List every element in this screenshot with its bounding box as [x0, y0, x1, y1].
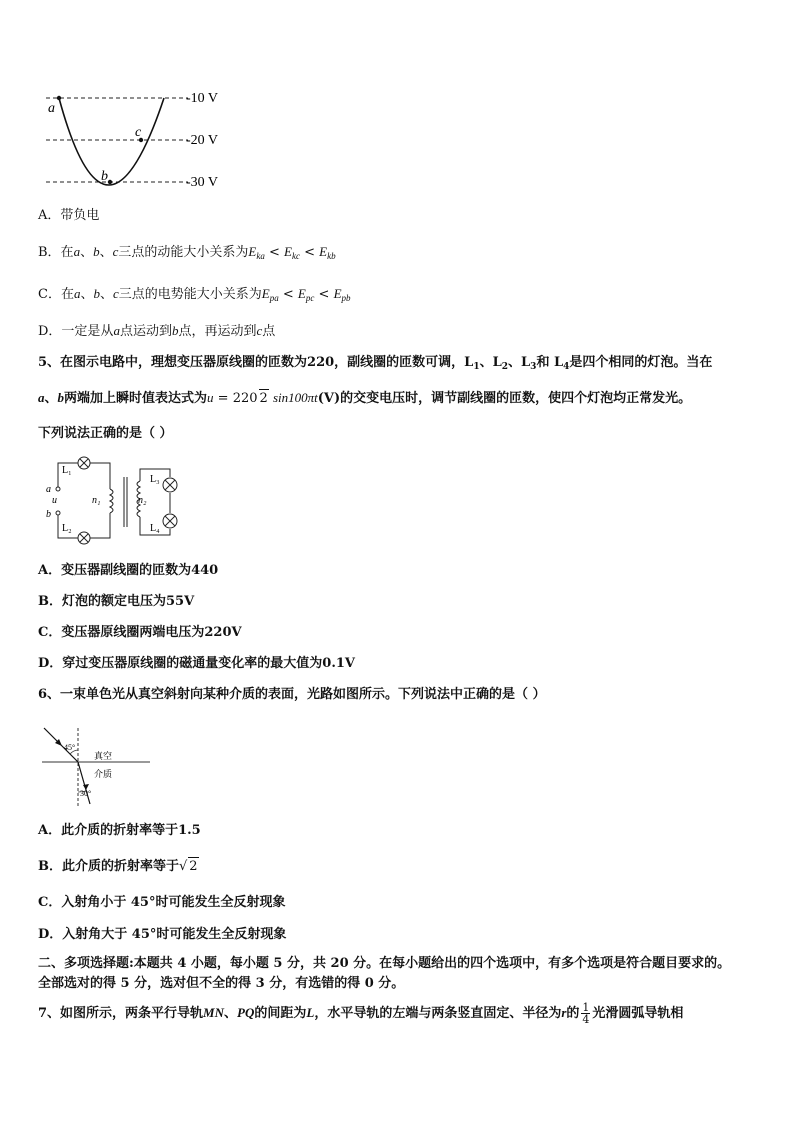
- q5-option-d: D．穿过变压器原线圈的磁通量变化率的最大值为0.1V: [38, 656, 355, 671]
- angle-30-label: 30°: [80, 789, 92, 798]
- q5-stem-line3: 下列说法正确的是（ ）: [38, 426, 173, 441]
- label-l2: L₂: [62, 523, 72, 534]
- q4-option-c: C．在a、b、c三点的电势能大小关系为$E_{pa} < E_{pc} < E_{pb}$: [38, 286, 351, 303]
- label-b: b: [101, 169, 108, 184]
- q6-stem: 6、一束单色光从真空斜射向某种介质的表面，光路如图所示。下列说法中正确的是（ ）: [38, 687, 546, 702]
- q6-option-a: A．此介质的折射率等于1.5: [38, 823, 201, 838]
- transformer-circuit-figure: [38, 455, 188, 547]
- q5-stem-line2: a、b两端加上瞬时值表达式为u = 220 2 sin100πt(V)的交变电压时，调节副线圈的匝数，使四个灯泡均正常发光。: [38, 390, 692, 406]
- refraction-figure: [38, 722, 158, 812]
- q6-option-c: C．入射角小于 45°时可能发生全反射现象: [38, 895, 286, 910]
- q6-option-b: B．此介质的折射率等于√ 2: [38, 859, 198, 874]
- q5-option-a: A．变压器副线圈的匝数为440: [38, 563, 219, 578]
- label-a: a: [46, 484, 51, 495]
- label-n1: n₁: [92, 495, 101, 506]
- label-l3: L₃: [150, 474, 160, 485]
- q4-option-b: B．在a、b、c三点的动能大小关系为$E_{ka} < E_{kc} < E_{kb}$: [38, 244, 336, 261]
- label-c: c: [135, 125, 142, 140]
- label-l1: L₁: [62, 465, 72, 476]
- section2-header-line2: 全部选对的得 5 分，选对但不全的得 3 分，有选错的得 0 分。: [38, 976, 405, 991]
- vacuum-label: 真空: [94, 751, 113, 761]
- point-b-dot: [108, 180, 112, 184]
- q4-option-a: A．带负电: [38, 208, 100, 223]
- label-30v: -30 V: [186, 175, 219, 190]
- point-a-dot: [57, 96, 61, 100]
- medium-label: 介质: [94, 769, 113, 779]
- lamp-l1-icon: [78, 457, 90, 469]
- wire: [94, 463, 110, 489]
- section2-header-line1: 二、多项选择题:本题共 4 小题，每小题 5 分，共 20 分。在每小题给出的四个选项中，有多个选项是符合题目要求的。: [38, 956, 731, 971]
- label-u: u: [52, 495, 57, 506]
- label-20v: -20 V: [186, 133, 219, 148]
- wire: [94, 513, 110, 538]
- q6-option-d: D．入射角大于 45°时可能发生全反射现象: [38, 927, 287, 942]
- trajectory-curve: [59, 98, 164, 185]
- lamp-l3-icon: [163, 478, 177, 492]
- lamp-l4-icon: [163, 514, 177, 528]
- terminal-b: [56, 511, 60, 515]
- q4-option-d: D．一定是从a点运动到b点，再运动到c点: [38, 323, 276, 339]
- label-a: a: [48, 101, 55, 116]
- q5-stem-line1: 5、在图示电路中，理想变压器原线圈的匝数为220，副线圈的匝数可调，$L_1$、$L_2$、$L_3$和 $L_4$是四个相同的灯泡。当在: [38, 355, 713, 372]
- label-b: b: [46, 509, 51, 520]
- angle-45-label: 45°: [64, 743, 76, 752]
- equipotential-figure: [38, 82, 238, 194]
- label-10v: -10 V: [186, 91, 219, 106]
- primary-coil: [110, 489, 113, 513]
- q5-option-b: B．灯泡的额定电压为55V: [38, 594, 195, 609]
- label-l4: L₄: [150, 523, 160, 534]
- lamp-l2-icon: [78, 532, 90, 544]
- terminal-a: [56, 487, 60, 491]
- label-n2: n₂: [138, 495, 147, 506]
- q5-option-c: C．变压器原线圈两端电压为220V: [38, 625, 242, 640]
- q7-stem: 7、如图所示，两条平行导轨MN、PQ的间距为L，水平导轨的左端与两条竖直固定、半径为r的 $\frac{1}{4}$ 光滑圆弧导轨相: [38, 1001, 684, 1026]
